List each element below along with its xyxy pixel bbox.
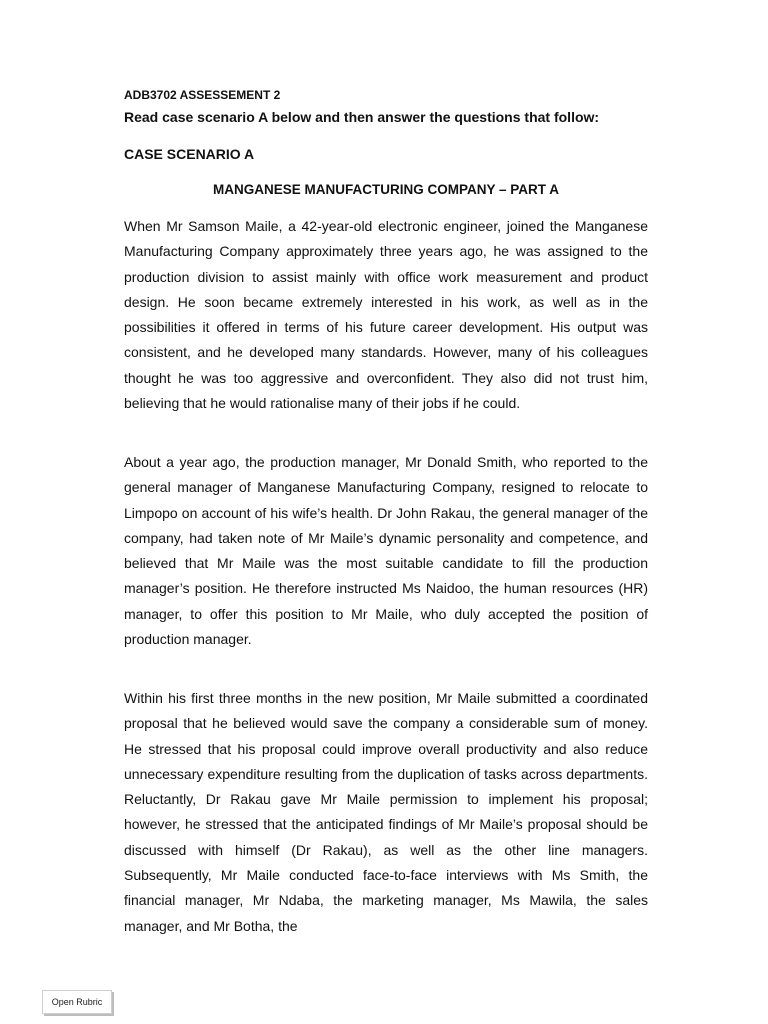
paragraph-1: When Mr Samson Maile, a 42-year-old electronic engineer, joined the Manganese Manufacturing Company approximately three years ago, he was assigned to the production division to assist mainly with office work measurement and product design. He soon became extremely interested in his work, as well as in the possibilities it offered in terms of his future career development. His output was consistent, and he developed many standards. However, many of his colleagues thought he was too aggressive and overconfident. They also did not trust him, believing that he would rationalise many of their jobs if he could.	[124, 218, 648, 412]
paragraph-2: About a year ago, the production manager, Mr Donald Smith, who reported to the general manager of Manganese Manufacturing Company, resigned to relocate to Limpopo on account of his wife’s health. Dr John Rakau, the general manager of the company, had taken note of Mr Maile’s dynamic personality and competence, and believed that Mr Maile was the most suitable candidate to fill the production manager’s position. He therefore instructed Ms Naidoo, the human resources (HR) manager, to offer this position to Mr Maile, who duly accepted the position of production manager.	[124, 454, 648, 648]
paragraph-3: Within his first three months in the new position, Mr Maile submitted a coordinated proposal that he believed would save the company a considerable sum of money. He stressed that his proposal could improve overall productivity and also reduce unnecessary expenditure resulting from the duplication of tasks across departments. Reluctantly, Dr Rakau gave Mr Maile permission to implement his proposal; however, he stressed that the anticipated findings of Mr Maile’s proposal should be discussed with himself (Dr Rakau), as well as the other line managers. Subsequently, Mr Maile conducted face-to-face interviews with Ms Smith, the financial manager, Mr Ndaba, the marketing manager, Ms Mawila, the sales manager, and Mr Botha, the	[124, 690, 648, 934]
course-code: ADB3702 ASSESSEMENT 2	[124, 88, 281, 102]
scenario-heading: CASE SCENARIO A	[124, 146, 255, 162]
open-rubric-button[interactable]: Open Rubric	[42, 990, 112, 1014]
case-title: MANGANESE MANUFACTURING COMPANY – PART A	[212, 182, 559, 197]
instruction-text: Read case scenario A below and then answer the questions that follow:	[124, 109, 600, 125]
